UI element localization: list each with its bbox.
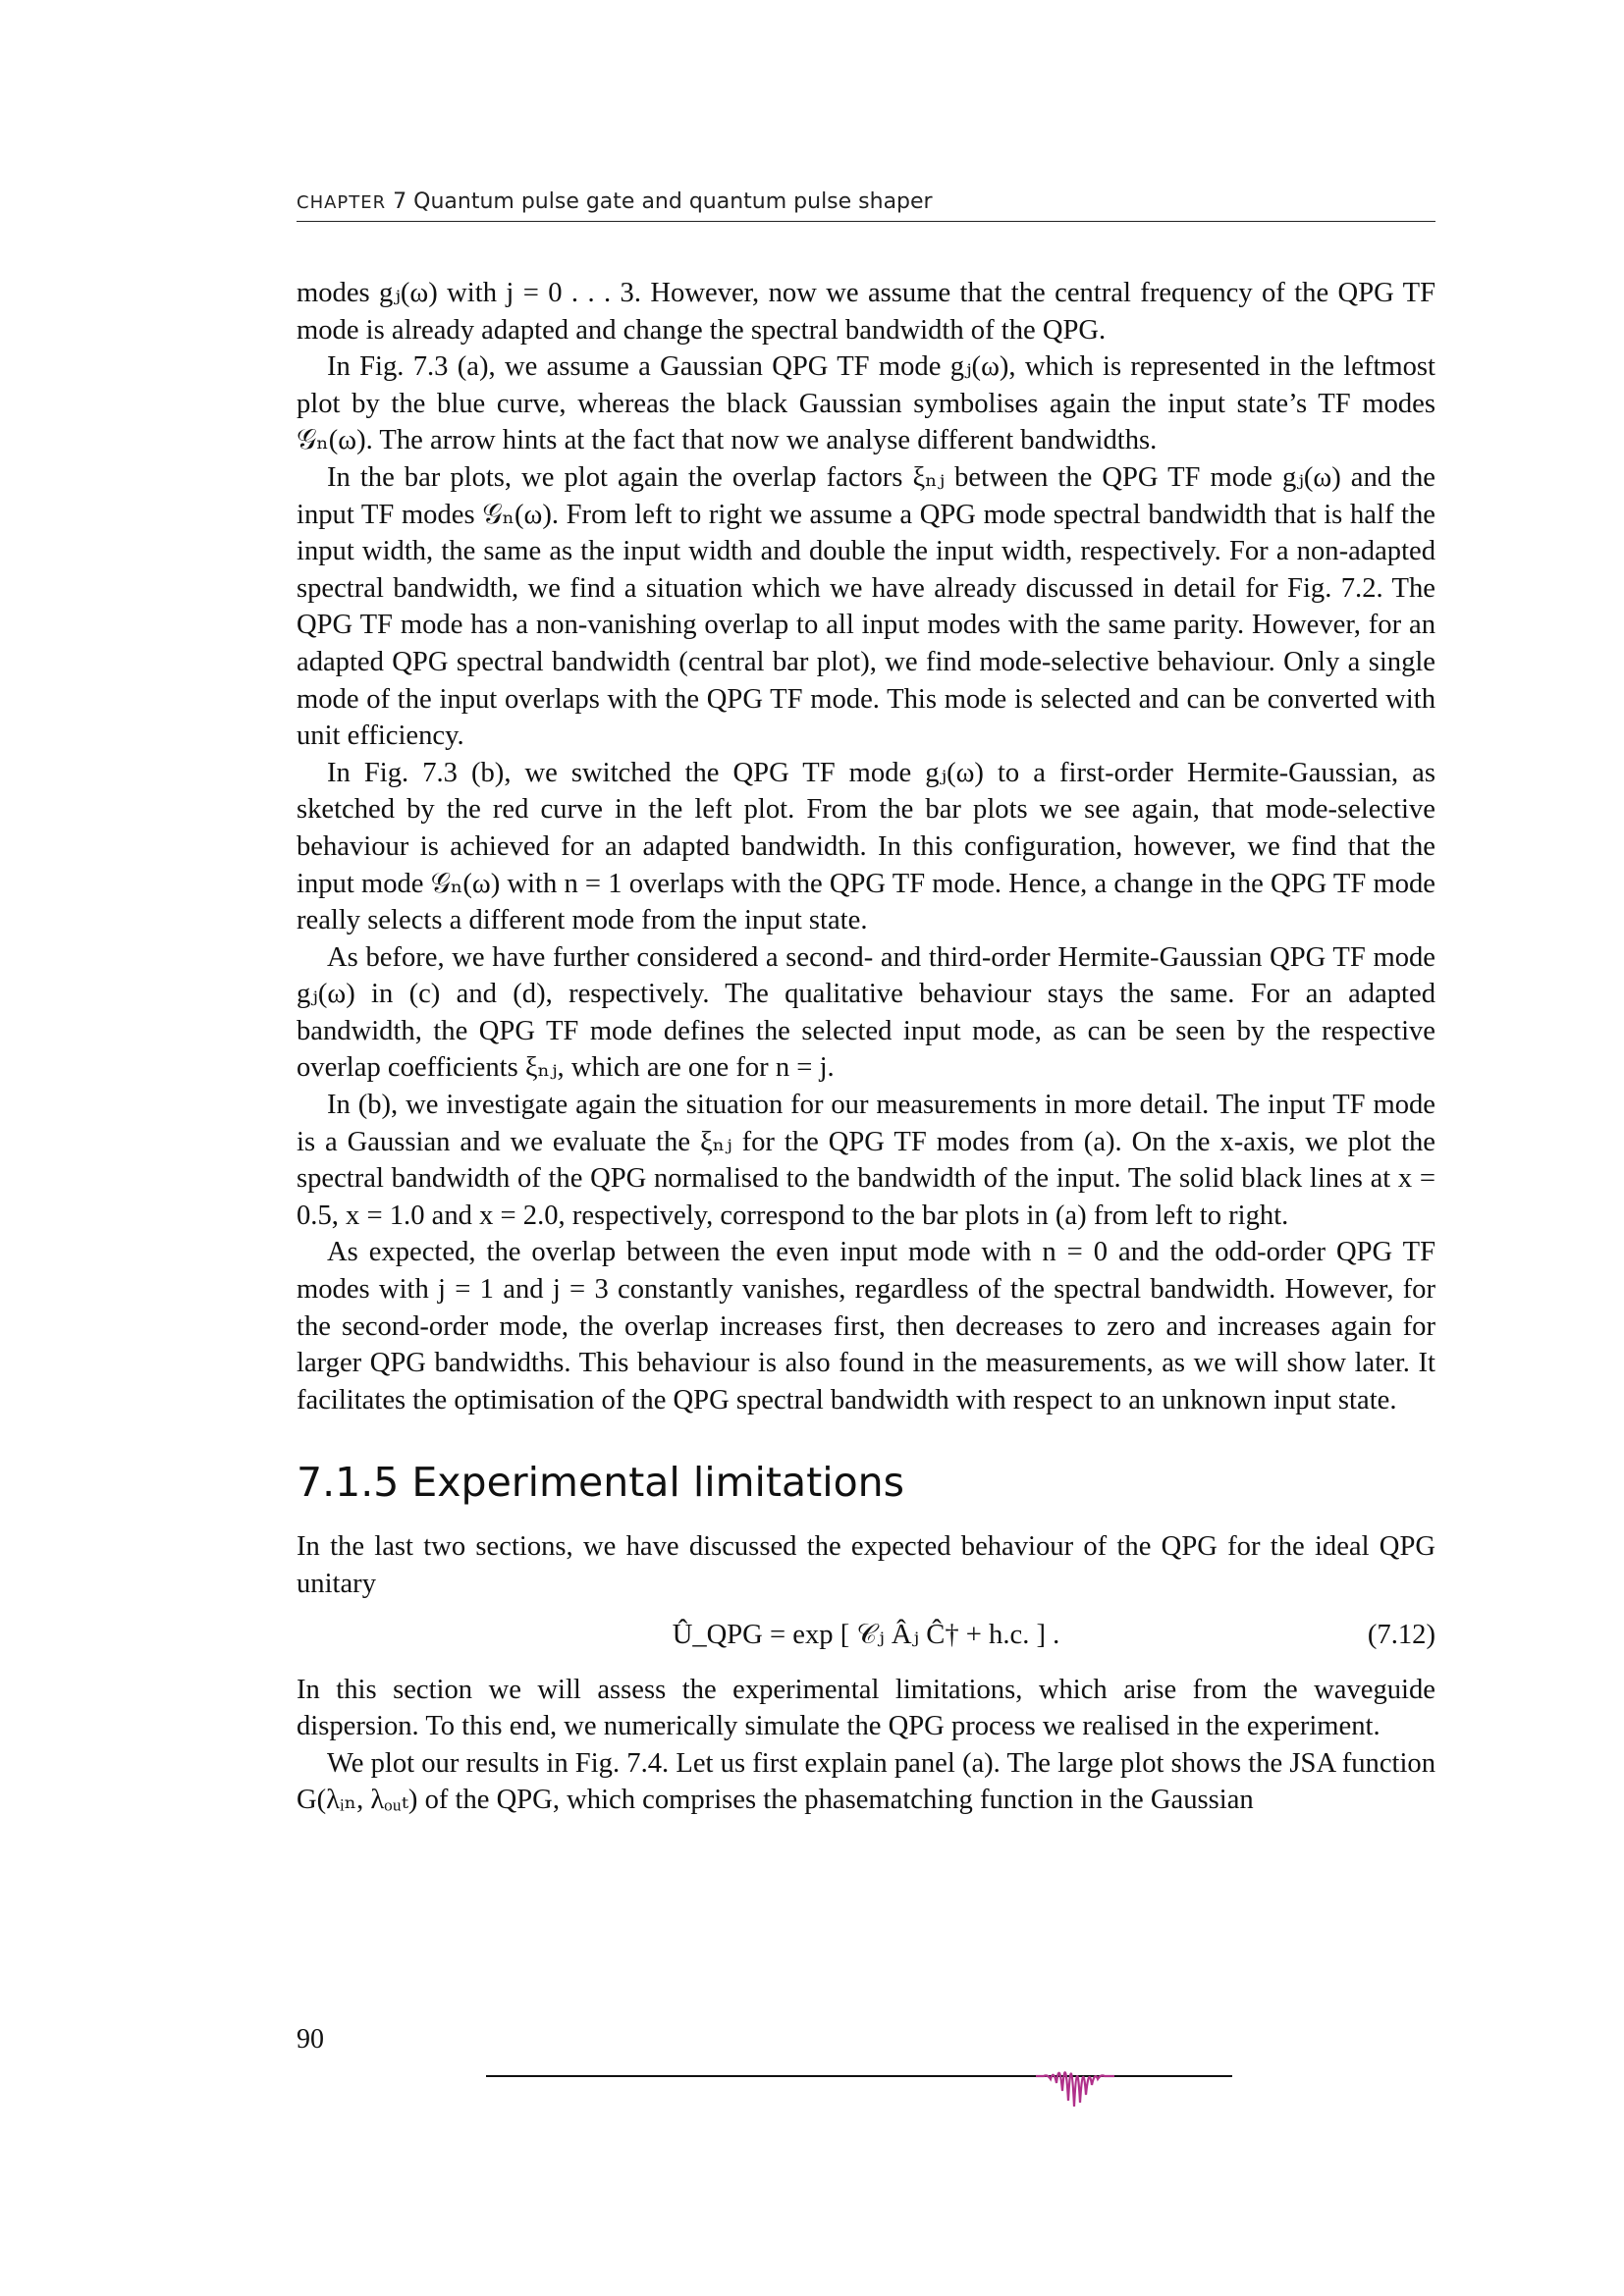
paragraph: As before, we have further considered a second- and third-order Hermite-Gaussian QPG TF mode gⱼ(ω) in (c) and (d), respectively. The qualitative behaviour stays the same. For an adapted bandwidth, the QPG TF mode defines the selected input mode, as can be seen by the respective overlap coefficients ξₙⱼ, which are one for n = j. [297,941,1435,1084]
chapter-number: 7 [393,189,407,214]
paragraph: In the bar plots, we plot again the overlap factors ξₙⱼ between the QPG TF mode gⱼ(ω) and the input TF modes 𝒢ₙ(ω). From left to right we assume a QPG mode spectral bandwidth that is half the input width, the same as the input width and double the input width, respectively. For a non-adapted spectral bandwidth, we find a situation which we have already discussed in detail for Fig. 7.2. The QPG TF mode has a non-vanishing overlap to all input modes with the same parity. However, for an adapted QPG spectral bandwidth (central bar plot), we find mode-selective behaviour. Only a single mode of the input overlaps with the QPG TF mode. This mode is selected and can be converted with unit efficiency. [297,461,1435,752]
section-number: 7.1.5 [297,1459,400,1507]
chapter-label: CHAPTER [297,192,387,213]
running-head [297,189,1435,222]
paragraph: We plot our results in Fig. 7.4. Let us first explain panel (a). The large plot shows the JSA function G(λᵢₙ, λₒᵤₜ) of the QPG, which comprises the phasematching function in the Gaussian [297,1747,1435,1816]
equation-number: (7.12) [1367,1619,1435,1650]
section-heading [297,1458,1435,1507]
section-title: Experimental limitations [411,1459,905,1507]
chapter-title: Quantum pulse gate and quantum pulse shaper [413,189,933,214]
paragraph: In this section we will assess the experimental limitations, which arise from the waveguide dispersion. To this end, we numerically simulate the QPG process we realised in the experiment. [297,1674,1435,1742]
paragraph: In the last two sections, we have discussed the expected behaviour of the QPG for the ideal QPG unitary [297,1531,1435,1599]
paragraph: As expected, the overlap between the even input mode with n = 0 and the odd-order QPG TF modes with j = 1 and j = 3 constantly vanishes, regardless of the spectral bandwidth. However, for the second-order mode, the overlap increases first, then decreases to zero and increases again for larger QPG bandwidths. This behaviour is also found in the measurements, as we will show later. It facilitates the optimisation of the QPG spectral bandwidth with respect to an unknown input state. [297,1237,1435,1415]
equation-7-12 [297,1605,1435,1666]
page-number: 90 [297,2024,324,2055]
paragraph: In Fig. 7.3 (a), we assume a Gaussian QPG TF mode gⱼ(ω), which is represented in the leftmost plot by the blue curve, whereas the black Gaussian symbolises again the input state’s TF modes 𝒢ₙ(ω). The arrow hints at the fact that now we analyse different bandwidths. [297,351,1435,456]
body-text [297,275,1435,1819]
equation-body: Û_QPG = exp [ 𝒞ⱼ Âⱼ Ĉ† + h.c. ] . [672,1619,1060,1650]
wave-packet-icon [1036,2072,1114,2107]
footer-ornament [486,2042,1232,2110]
paragraph: modes gⱼ(ω) with j = 0 . . . 3. However, now we assume that the central frequency of the QPG TF mode is already adapted and change the spectral bandwidth of the QPG. [297,278,1435,346]
paragraph: In (b), we investigate again the situation for our measurements in more detail. The input TF mode is a Gaussian and we evaluate the ξₙⱼ for the QPG TF modes from (a). On the x-axis, we plot the spectral bandwidth of the QPG normalised to the bandwidth of the input. The solid black lines at x = 0.5, x = 1.0 and x = 2.0, respectively, correspond to the bar plots in (a) from left to right. [297,1090,1435,1231]
paragraph: In Fig. 7.3 (b), we switched the QPG TF mode gⱼ(ω) to a first-order Hermite-Gaussian, as sketched by the red curve in the left plot. From the bar plots we see again, that mode-selective behaviour is achieved for an adapted bandwidth. In this configuration, however, we find that the input mode 𝒢ₙ(ω) with n = 1 overlaps with the QPG TF mode. Hence, a change in the QPG TF mode really selects a different mode from the input state. [297,757,1435,936]
